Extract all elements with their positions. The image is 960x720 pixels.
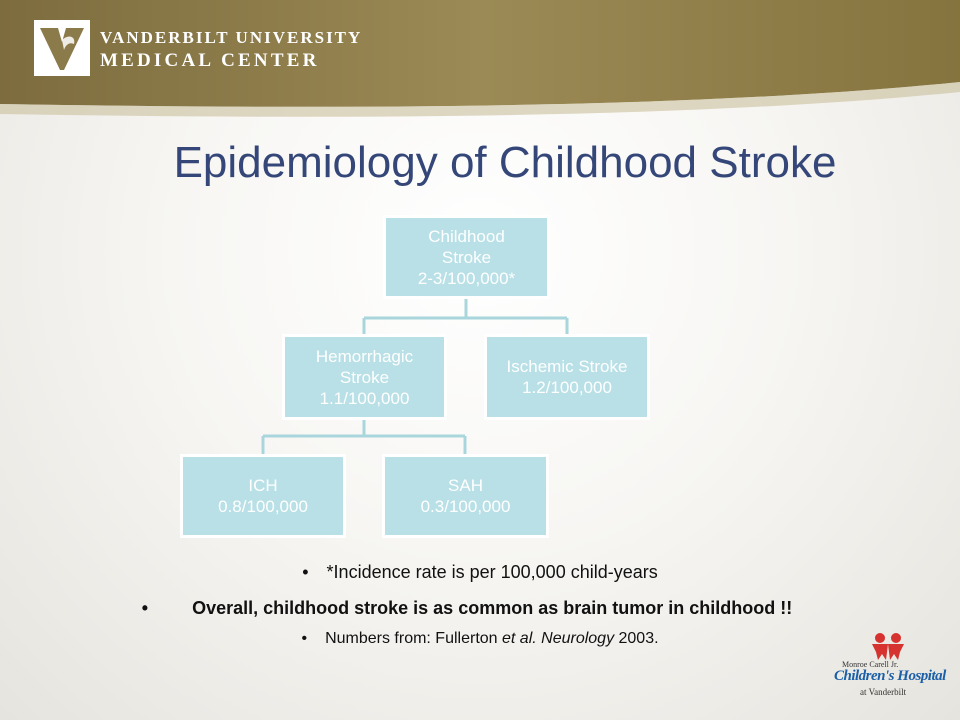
bullet-text: Overall, childhood stroke is as common as brain tumor in childhood !!	[192, 598, 793, 618]
bullet-dot: •	[301, 630, 308, 647]
node-ich: ICH 0.8/100,000	[180, 454, 346, 538]
logo-medical-center-text: MEDICAL CENTER	[100, 50, 320, 71]
bullet-overall-statement	[0, 598, 960, 619]
node-sah: SAH 0.3/100,000	[382, 454, 549, 538]
node-childhood-stroke: Childhood Stroke 2-3/100,000*	[383, 215, 550, 299]
bullet-incidence-note	[0, 562, 960, 583]
children-figures-icon	[868, 632, 908, 660]
logo-childrens-hospital-text: Children's Hospital	[834, 668, 946, 684]
bullet-dot: •	[141, 598, 149, 618]
citation-prefix: Numbers from: Fullerton	[325, 630, 502, 647]
node-hemorrhagic-stroke: Hemorrhagic Stroke 1.1/100,000	[282, 334, 447, 420]
logo-at-vanderbilt-text: at Vanderbilt	[860, 687, 907, 697]
bullet-text: *Incidence rate is per 100,000 child-years	[326, 562, 658, 582]
bullet-citation	[0, 630, 960, 648]
bullet-dot: •	[302, 562, 309, 582]
page-title: Epidemiology of Childhood Stroke	[173, 138, 837, 187]
node-ischemic-stroke: Ischemic Stroke 1.2/100,000	[484, 334, 650, 420]
citation-journal: et al. Neurology	[502, 630, 615, 647]
citation-year: 2003.	[614, 630, 659, 647]
logo-university-text: VANDERBILT UNIVERSITY	[100, 28, 363, 47]
logo-monroe-carell-text: Monroe Carell Jr.	[842, 660, 899, 669]
childrens-hospital-logo	[832, 632, 944, 702]
